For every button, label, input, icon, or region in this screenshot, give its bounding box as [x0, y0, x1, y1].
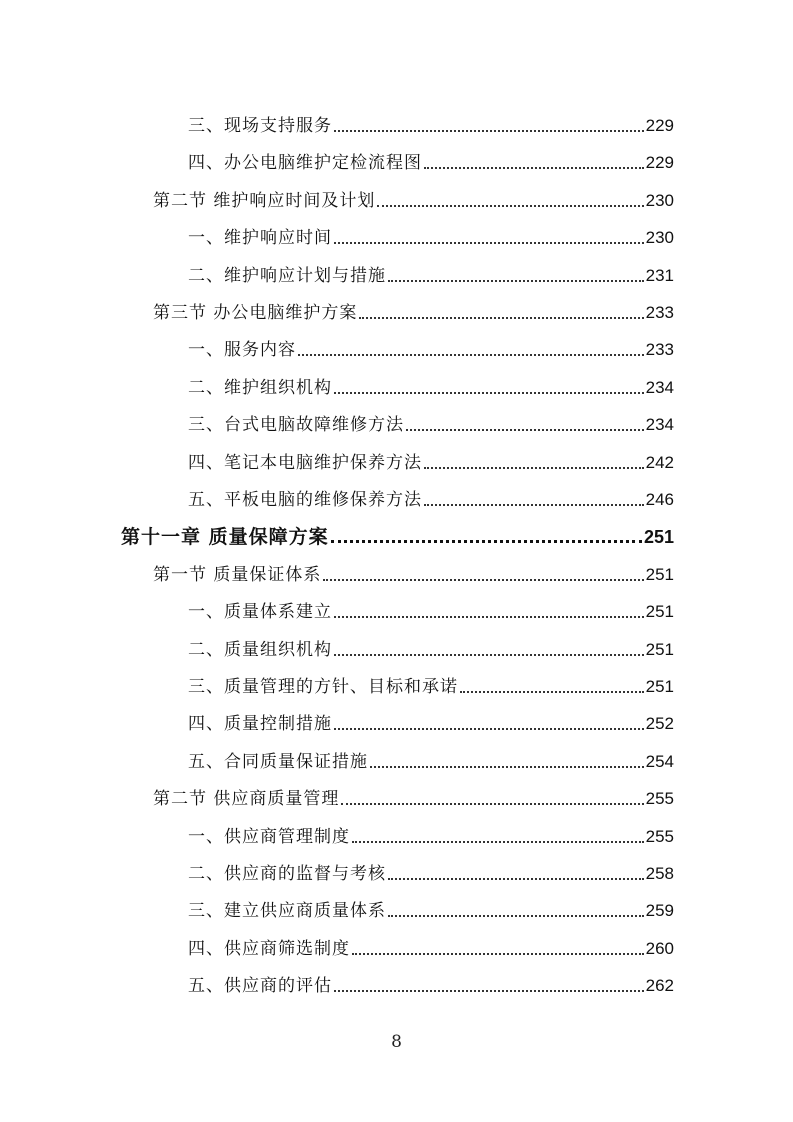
toc-entry[interactable]	[188, 698, 674, 734]
toc-entry-title: 一、服务内容	[188, 340, 296, 361]
toc-entry-page: 259	[645, 901, 674, 921]
toc-entry-title: 第一节 质量保证体系	[153, 564, 322, 585]
dot-leader	[341, 803, 643, 805]
toc-entry[interactable]	[188, 437, 674, 473]
toc-entry-page: 255	[645, 789, 674, 809]
toc-entry[interactable]	[188, 811, 674, 847]
toc-entry-title: 第二节 维护响应时间及计划	[153, 190, 376, 211]
toc-entry[interactable]	[188, 399, 674, 435]
toc-entry-title: 二、质量组织机构	[188, 639, 332, 660]
dot-leader	[334, 392, 644, 394]
toc-entry[interactable]	[153, 287, 674, 323]
toc-entry-page: 246	[645, 490, 674, 509]
toc-entry-title: 一、供应商管理制度	[188, 826, 350, 847]
toc-entry-page: 233	[645, 340, 674, 360]
toc-entry-page: 251	[645, 564, 674, 584]
dot-leader	[460, 691, 644, 693]
dot-leader	[323, 579, 643, 581]
toc-entry[interactable]	[188, 848, 674, 884]
toc-entry-title: 五、供应商的评估	[188, 976, 332, 997]
toc-entry-page: 258	[645, 864, 674, 883]
toc-entry-page: 229	[645, 116, 674, 135]
toc-entry-page: 233	[645, 303, 674, 322]
toc-entry-title: 二、维护组织机构	[188, 377, 332, 398]
dot-leader	[388, 878, 644, 880]
dot-leader	[298, 354, 644, 356]
toc-entry[interactable]	[153, 175, 674, 211]
toc-entry[interactable]	[188, 250, 674, 286]
dot-leader	[388, 280, 644, 282]
toc-entry-title: 四、质量控制措施	[188, 714, 332, 735]
toc-entry-page: 234	[645, 415, 674, 435]
toc-entry-page: 231	[645, 265, 674, 285]
dot-leader	[359, 317, 643, 319]
toc-entry-page: 242	[645, 452, 674, 472]
toc-entry-title: 第二节 供应商质量管理	[153, 789, 340, 810]
dot-leader	[334, 654, 644, 656]
toc-entry-page: 230	[645, 190, 674, 210]
toc-entry-title: 三、质量管理的方针、目标和承诺	[188, 677, 458, 697]
dot-leader	[334, 616, 644, 618]
toc-entry-title: 四、供应商筛选制度	[188, 938, 350, 959]
toc-entry-title: 一、维护响应时间	[188, 228, 332, 249]
dot-leader	[370, 766, 644, 768]
dot-leader	[352, 841, 644, 843]
dot-leader	[377, 205, 643, 207]
toc-entry-page: 251	[645, 677, 674, 696]
toc-entry-title: 四、办公电脑维护定检流程图	[188, 153, 422, 174]
toc-entry-title: 三、建立供应商质量体系	[188, 901, 386, 922]
toc-entry-title: 四、笔记本电脑维护保养方法	[188, 452, 422, 473]
dot-leader	[334, 728, 644, 730]
toc-entry-title: 二、维护响应计划与措施	[188, 265, 386, 286]
toc-entry[interactable]	[153, 549, 674, 585]
toc-entry-page: 251	[645, 639, 674, 659]
toc-entry-page: 234	[645, 377, 674, 397]
toc-entry-title: 五、合同质量保证措施	[188, 751, 368, 772]
toc-entry-page: 254	[645, 751, 674, 771]
toc-entry[interactable]	[188, 362, 674, 398]
page-number: 8	[391, 1032, 402, 1052]
toc-entry-page: 252	[645, 714, 674, 734]
toc-entry-page: 251	[645, 602, 674, 622]
toc-entry[interactable]	[188, 885, 674, 921]
toc-entry[interactable]	[188, 661, 674, 697]
dot-leader	[334, 130, 644, 132]
toc-entry-page: 255	[645, 826, 674, 846]
dot-leader	[334, 990, 644, 992]
toc-entry[interactable]	[121, 511, 674, 547]
toc-entry-page: 251	[643, 527, 674, 548]
toc-entry[interactable]	[188, 624, 674, 660]
toc-entry-title: 三、现场支持服务	[188, 116, 332, 136]
toc-entry[interactable]	[188, 923, 674, 959]
toc-entry[interactable]	[153, 773, 674, 809]
toc-entry[interactable]	[188, 324, 674, 360]
dot-leader	[406, 429, 644, 431]
dot-leader	[352, 953, 644, 955]
toc-entry[interactable]	[188, 736, 674, 772]
toc-entry-title: 二、供应商的监督与考核	[188, 864, 386, 884]
toc-entry[interactable]	[188, 474, 674, 510]
toc-entry-page: 229	[645, 153, 674, 173]
toc-entry-title: 第三节 办公电脑维护方案	[153, 303, 358, 323]
toc-entry-page: 230	[645, 228, 674, 248]
dot-leader	[424, 467, 644, 469]
toc-entry[interactable]	[188, 586, 674, 622]
toc-entry-page: 260	[645, 938, 674, 958]
dot-leader	[331, 540, 642, 543]
dot-leader	[334, 242, 644, 244]
dot-leader	[388, 915, 644, 917]
toc-entry-title: 三、台式电脑故障维修方法	[188, 415, 404, 436]
toc-entry-title: 五、平板电脑的维修保养方法	[188, 490, 422, 510]
toc-entry[interactable]	[188, 100, 674, 136]
toc-entry-title: 第十一章 质量保障方案	[121, 526, 329, 549]
toc-entry[interactable]	[188, 960, 674, 996]
dot-leader	[424, 167, 644, 169]
toc-entry-page: 262	[645, 976, 674, 996]
toc-entry[interactable]	[188, 137, 674, 173]
dot-leader	[424, 504, 644, 506]
toc-entry-title: 一、质量体系建立	[188, 602, 332, 623]
toc-entry[interactable]	[188, 212, 674, 248]
